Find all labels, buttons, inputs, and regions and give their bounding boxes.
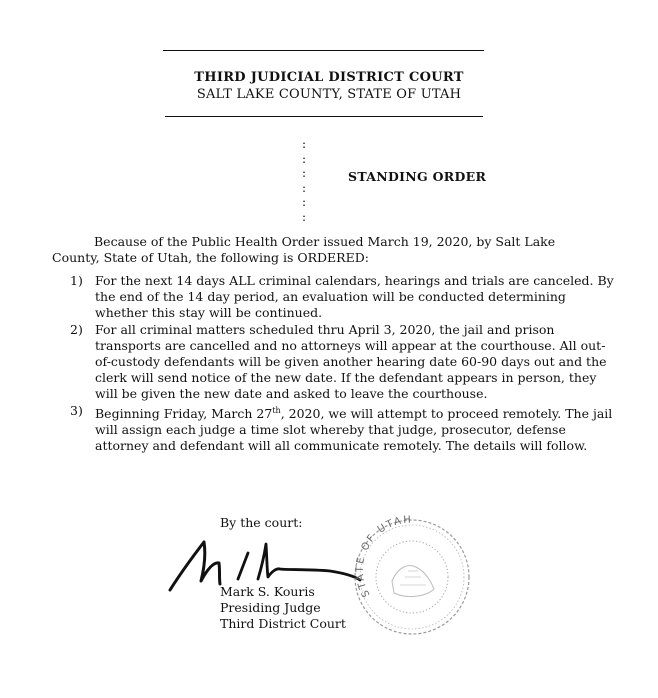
preamble-line-2: County, State of Utah, the following is ORDERED: [52,250,369,266]
order-item [70,403,615,455]
order-text: For the next 14 days ALL criminal calendars, hearings and trials are canceled. By the end of the 14 day period, an evaluation will be conducted determining whether this stay will be continued. [95,273,614,321]
court-name: THIRD JUDICIAL DISTRICT COURT [194,70,464,85]
judge-name: Mark S. Kouris [220,584,315,599]
court-label: Third District Court [220,616,346,631]
judge-title: Presiding Judge [220,600,321,615]
header-top-rule [163,50,484,51]
order-text-start: Beginning Friday, March 27 [95,405,273,421]
order-text: For all criminal matters scheduled thru April 3, 2020, the jail and prison transports are cancelled and no attorneys will appear at the courthouse. All out-of-custody defendants will be given another hearing date 60-90 days out and the clerk will send notice of the new date. If the defendant appears in person, they will be given the new date and asked to leave the courthouse. [95,321,607,402]
state-seal [350,515,475,640]
by-the-court-label: By the court: [220,515,303,530]
order-text-end: , 2020, we will attempt to proceed remotely. The jail will assign each judge a time slot whereby that judge, prosecutor, defense attorney and defendant will all communicate remotely. The details will follow. [95,405,613,454]
order-number: 3) [70,402,83,418]
order-item [70,322,615,403]
ordinal-superscript: th [272,405,281,415]
preamble-line-1: Because of the Public Health Order issued March 19, 2020, by Salt Lake [94,234,556,249]
order-number: 2) [70,321,83,337]
signer-block [220,584,346,632]
header-bottom-rule [165,116,483,117]
caption-colon-column: : : : : : : [302,137,307,224]
order-title: STANDING ORDER [348,169,487,184]
svg-text:STATE OF UTAH [355,515,413,599]
seal-text: STATE OF UTAH [354,515,414,599]
order-item [70,273,615,322]
preamble [52,234,612,266]
orders-list [70,273,615,454]
order-number: 1) [70,273,83,288]
court-county-state: SALT LAKE COUNTY, STATE OF UTAH [196,87,462,102]
